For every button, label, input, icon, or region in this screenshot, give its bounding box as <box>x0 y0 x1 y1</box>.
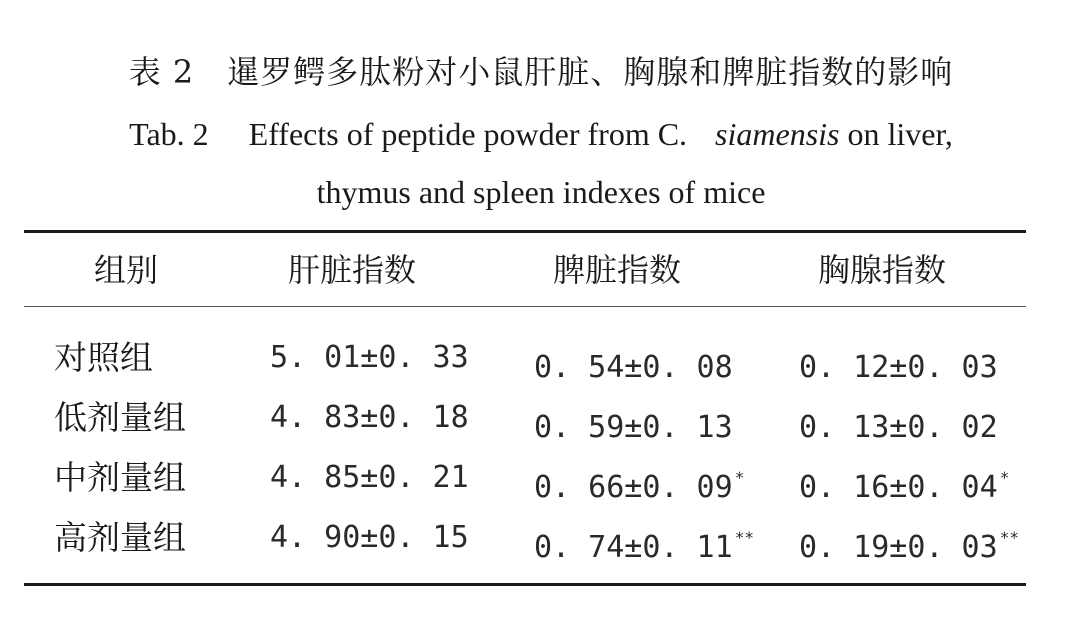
cell-thymus-value: 0. 19±0. 03 <box>799 530 998 565</box>
table-bottom-rule <box>24 583 1026 586</box>
row-label-low-dose: 低剂量组 <box>54 398 186 437</box>
cell-liver: 4. 85±0. 21 <box>270 460 469 495</box>
caption-english-text: Effects of peptide powder from C. <box>248 116 688 152</box>
header-group: 组别 <box>94 251 159 289</box>
row-label-mid-dose: 中剂量组 <box>54 458 186 497</box>
cell-thymus <box>799 338 1000 388</box>
caption-chinese: 表 2 暹罗鳄多肽粉对小鼠肝脏、胸腺和脾脏指数的影响 <box>128 53 954 91</box>
cell-thymus <box>799 398 1000 448</box>
caption-english-line2: thymus and spleen indexes of mice <box>316 174 766 210</box>
row-label-control: 对照组 <box>54 338 153 377</box>
cell-spleen-value: 0. 74±0. 11 <box>534 530 733 565</box>
table-header-rule <box>24 306 1026 307</box>
significance-mark: ** <box>734 528 754 547</box>
significance-mark: * <box>999 468 1010 487</box>
cell-liver: 4. 90±0. 15 <box>270 520 469 555</box>
cell-thymus-value: 0. 12±0. 03 <box>799 350 998 385</box>
cell-spleen-value: 0. 59±0. 13 <box>534 410 733 445</box>
cell-spleen-value: 0. 66±0. 09 <box>534 470 733 505</box>
cell-thymus-value: 0. 13±0. 02 <box>799 410 998 445</box>
header-thymus-index: 胸腺指数 <box>818 251 947 289</box>
significance-mark: ** <box>999 528 1019 547</box>
cell-spleen <box>534 398 735 448</box>
header-spleen-index: 脾脏指数 <box>553 251 682 289</box>
cell-spleen <box>534 338 735 388</box>
header-liver-index: 肝脏指数 <box>288 251 417 289</box>
cell-thymus-value: 0. 16±0. 04 <box>799 470 998 505</box>
cell-thymus <box>799 518 1019 568</box>
cell-spleen-value: 0. 54±0. 08 <box>534 350 733 385</box>
caption-english-line1 <box>0 112 1082 156</box>
cell-liver: 5. 01±0. 33 <box>270 340 469 375</box>
row-label-high-dose: 高剂量组 <box>54 518 186 557</box>
cell-liver: 4. 83±0. 18 <box>270 400 469 435</box>
caption-english-text-tail: on liver, <box>847 116 953 152</box>
cell-spleen <box>534 458 744 508</box>
caption-species-name: siamensis <box>715 116 840 152</box>
table-top-rule <box>24 230 1026 233</box>
significance-mark: * <box>734 468 745 487</box>
caption-table-number: Tab. 2 <box>129 116 209 152</box>
cell-thymus <box>799 458 1009 508</box>
cell-spleen <box>534 518 754 568</box>
